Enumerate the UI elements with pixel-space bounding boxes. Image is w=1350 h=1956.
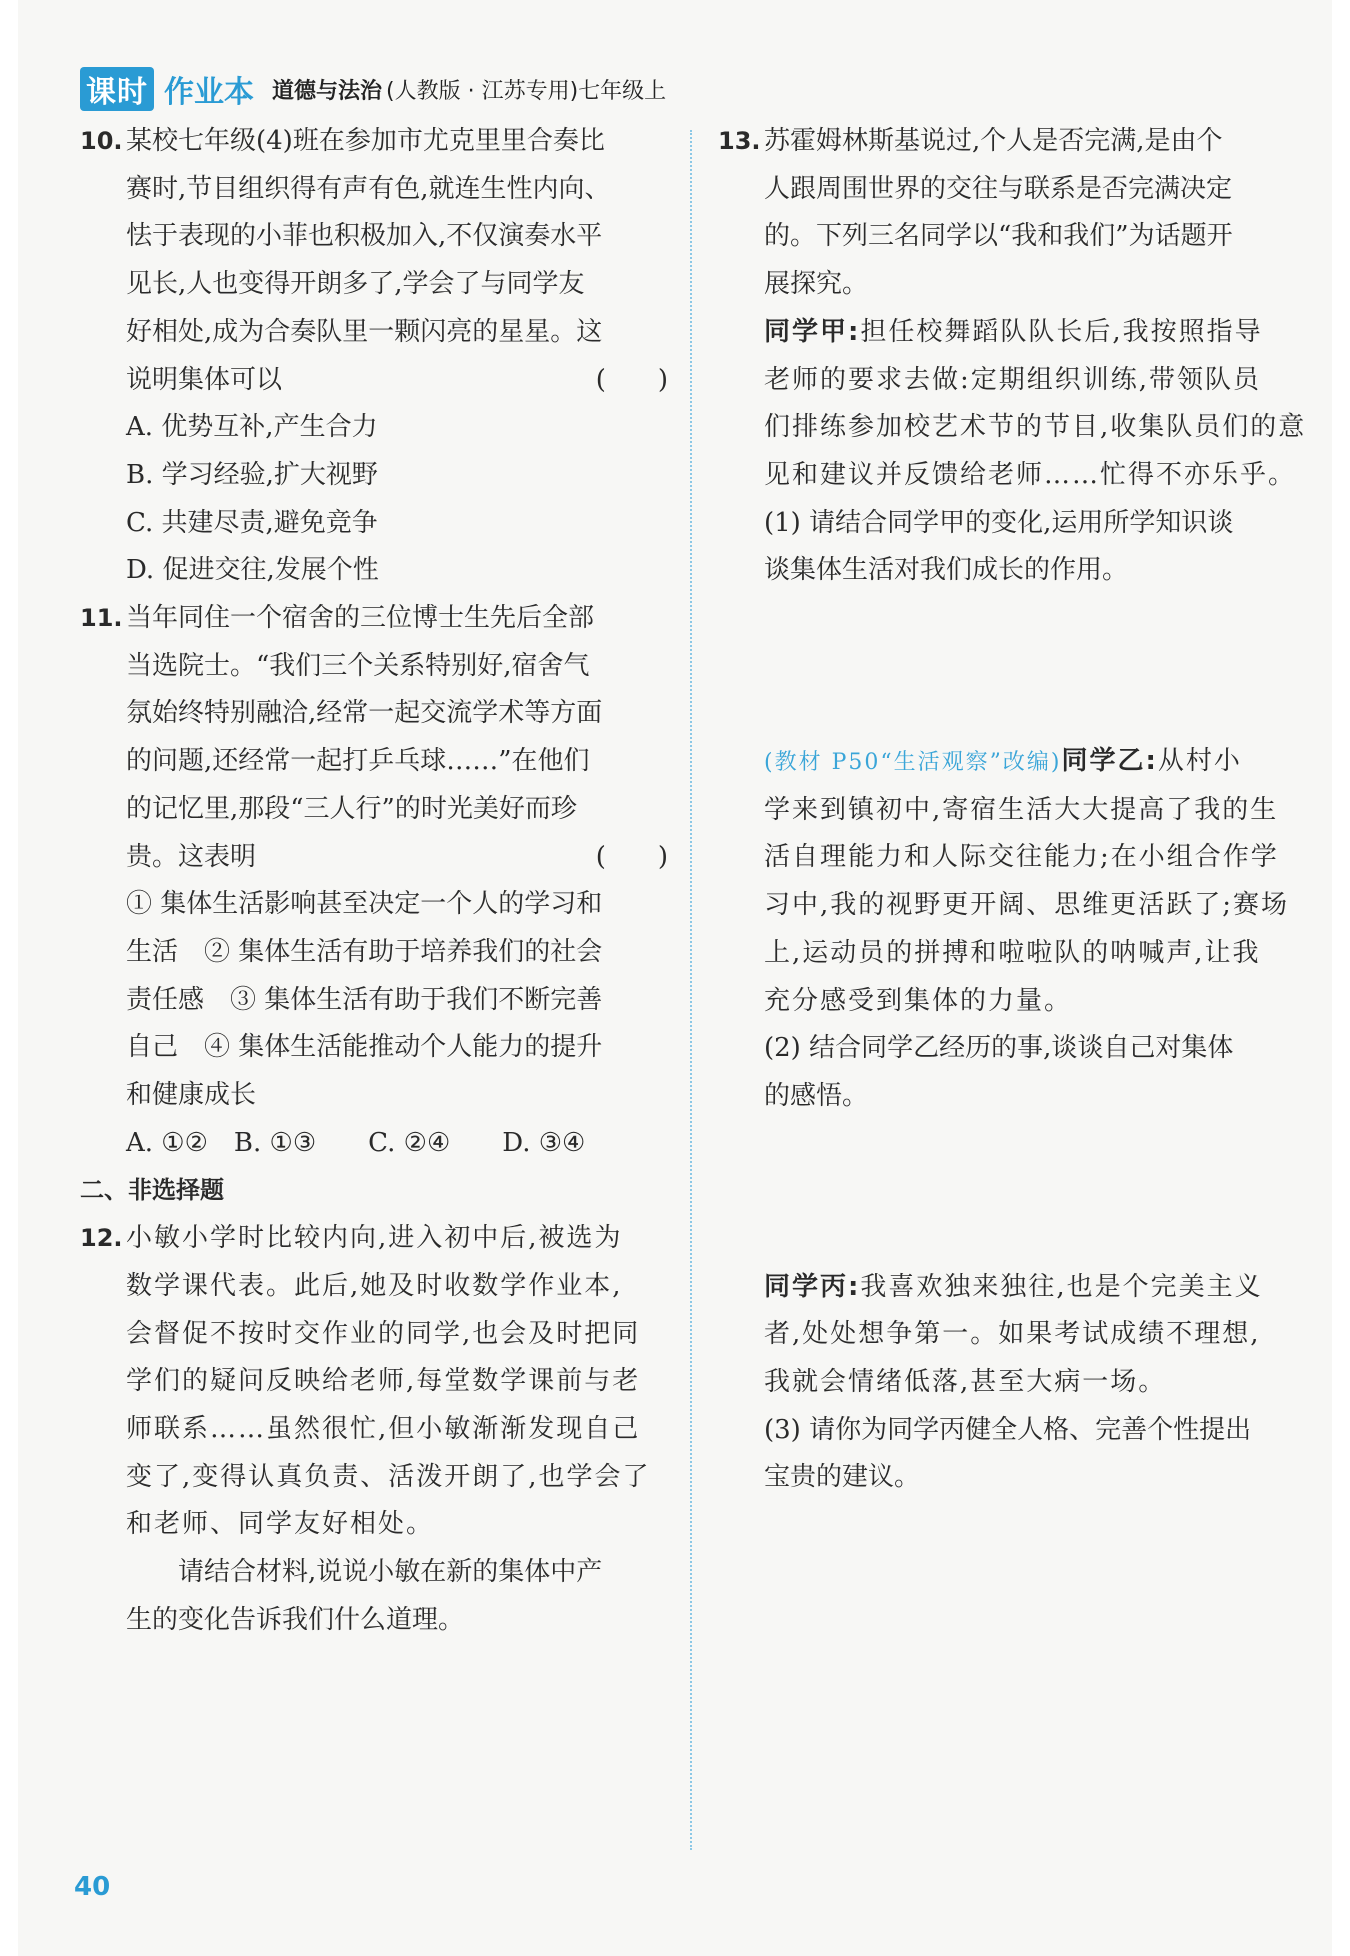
text-line-end: 贵。这表明 — [126, 841, 257, 872]
choice-line: 生活 ② 集体生活有助于培养我们的社会 — [126, 936, 603, 967]
student-bing — [718, 1264, 1308, 1407]
text-line: 赛时,节目组织得有声有色,就连生性内向、 — [126, 173, 611, 204]
left-column — [80, 118, 670, 1645]
text-line: 的记忆里,那段“三人行”的时光美好而珍 — [126, 793, 577, 824]
text-line: 当年同住一个宿舍的三位博士生先后全部 — [126, 603, 595, 634]
answer-bracket: ( ) — [595, 841, 668, 872]
page-header — [80, 64, 666, 114]
column-divider — [690, 130, 692, 1850]
student-label: 同学丙: — [764, 1271, 861, 1302]
text-line: 展探究。 — [764, 269, 869, 300]
text-line: (1) 请结合同学甲的变化,运用所学知识谈 — [764, 507, 1234, 538]
choice-line: 和健康成长 — [126, 1080, 257, 1111]
question-12 — [80, 1215, 670, 1644]
student-jia — [718, 309, 1308, 500]
text-line: 数学课代表。此后,她及时收数学作业本, — [126, 1270, 623, 1301]
text-line: 变了,变得认真负责、活泼开朗了,也学会了 — [126, 1461, 651, 1492]
sub-question-2 — [718, 1025, 1308, 1120]
choice-line: ① 集体生活影响甚至决定一个人的学习和 — [126, 889, 603, 920]
text-line: 的问题,还经常一起打乒乓球……”在他们 — [126, 746, 590, 777]
section-heading: 二、非选择题 — [80, 1176, 224, 1205]
page-number: 40 — [74, 1872, 111, 1902]
text-line: 习中,我的视野更开阔、思维更活跃了;赛场 — [764, 890, 1290, 921]
option-d: D. 促进交往,发展个性 — [126, 555, 379, 586]
logo-text: 课时 — [86, 75, 148, 110]
text-line: 学来到镇初中,寄宿生活大大提高了我的生 — [764, 794, 1279, 825]
question-number: 10. — [80, 127, 123, 155]
question-prompt: 请结合材料,说说小敏在新的集体中产 — [178, 1557, 603, 1588]
text-line: 老师的要求去做:定期组织训练,带领队员 — [764, 364, 1262, 395]
text-line: 当选院士。“我们三个关系特别好,宿舍气 — [126, 650, 590, 681]
answer-space — [718, 1121, 1308, 1264]
text-line: 从村小 — [1157, 746, 1242, 777]
text-line: 宝贵的建议。 — [764, 1462, 921, 1493]
text-line: 的。下列三名同学以“我和我们”为话题开 — [764, 221, 1233, 252]
question-number: 11. — [80, 604, 123, 633]
text-line: 和老师、同学友好相处。 — [126, 1509, 435, 1540]
text-line: 人跟周围世界的交往与联系是否完满决定 — [764, 173, 1233, 204]
question-13 — [718, 118, 1308, 1502]
question-11 — [80, 595, 670, 1167]
question-number: 12. — [80, 1224, 123, 1253]
sub-question-3 — [718, 1407, 1308, 1502]
option-b: B. 学习经验,扩大视野 — [126, 459, 378, 490]
text-line: 学们的疑问反映给老师,每堂数学课前与老 — [126, 1366, 641, 1397]
text-line — [126, 834, 670, 882]
text-line: 的感悟。 — [764, 1080, 869, 1111]
text-line: 担任校舞蹈队队长后,我按照指导 — [860, 316, 1263, 347]
edition-label: (人教版 · 江苏专用)七年级上 — [386, 78, 667, 104]
right-column — [718, 118, 1308, 1502]
text-line: 我就会情绪低落,甚至大病一场。 — [764, 1367, 1167, 1398]
choice-line: 责任感 ③ 集体生活有助于我们不断完善 — [126, 984, 603, 1015]
text-line: (3) 请你为同学丙健全人格、完善个性提出 — [764, 1414, 1252, 1445]
answer-bracket: ( ) — [595, 364, 668, 395]
question-number: 13. — [718, 127, 761, 155]
text-line: 某校七年级(4)班在参加市尤克里里合奏比 — [126, 126, 605, 156]
answer-space — [718, 595, 1308, 738]
text-line: 活自理能力和人际交往能力;在小组合作学 — [764, 842, 1279, 873]
option-a: A. 优势互补,产生合力 — [126, 412, 378, 443]
logo-subtitle: 作业本 — [164, 75, 254, 110]
text-line — [126, 357, 670, 405]
text-line: 们排练参加校艺术节的节目,收集队员们的意 — [764, 412, 1307, 443]
text-line: 会督促不按时交作业的同学,也会及时把同 — [126, 1318, 641, 1349]
brand-logo — [80, 67, 154, 111]
student-label: 同学甲: — [764, 316, 861, 347]
text-line: 见长,人也变得开朗多了,学会了与同学友 — [126, 269, 585, 300]
option-c: C. 共建尽责,避免竞争 — [126, 507, 378, 538]
text-line: 谈集体生活对我们成长的作用。 — [764, 555, 1129, 586]
text-line: 见和建议并反馈给老师……忙得不亦乐乎。 — [764, 459, 1297, 490]
question-prompt: 生的变化告诉我们什么道理。 — [126, 1604, 465, 1635]
text-line-end: 说明集体可以 — [126, 364, 283, 395]
sub-question-1 — [718, 500, 1308, 595]
options-row: A. ①② B. ①③ C. ②④ D. ③④ — [126, 1127, 586, 1158]
text-line: 苏霍姆林斯基说过,个人是否完满,是由个 — [764, 126, 1223, 156]
text-line: 氛始终特别融洽,经常一起交流学术等方面 — [126, 698, 603, 729]
text-line: 小敏小学时比较内向,进入初中后,被选为 — [126, 1223, 623, 1254]
question-10 — [80, 118, 670, 595]
student-label: 同学乙: — [1061, 746, 1158, 777]
text-line: (2) 结合同学乙经历的事,谈谈自己对集体 — [764, 1033, 1234, 1064]
text-line: 师联系……虽然很忙,但小敏渐渐发现自己 — [126, 1413, 641, 1444]
text-line: 充分感受到集体的力量。 — [764, 985, 1073, 1016]
subject-title: 道德与法治 — [272, 78, 383, 104]
text-line: 上,运动员的拼搏和啦啦队的呐喊声,让我 — [764, 937, 1261, 968]
choice-line: 自己 ④ 集体生活能推动个人能力的提升 — [126, 1032, 603, 1063]
text-line: 怯于表现的小菲也积极加入,不仅演奏水平 — [126, 221, 603, 252]
text-line: 我喜欢独来独往,也是个完美主义 — [860, 1271, 1263, 1302]
student-yi — [718, 738, 1308, 1025]
text-line: 者,处处想争第一。如果考试成绩不理想, — [764, 1319, 1261, 1350]
text-line: 好相处,成为合奏队里一颗闪亮的星星。这 — [126, 316, 603, 347]
source-note: (教材 P50“生活观察”改编) — [764, 750, 1062, 776]
